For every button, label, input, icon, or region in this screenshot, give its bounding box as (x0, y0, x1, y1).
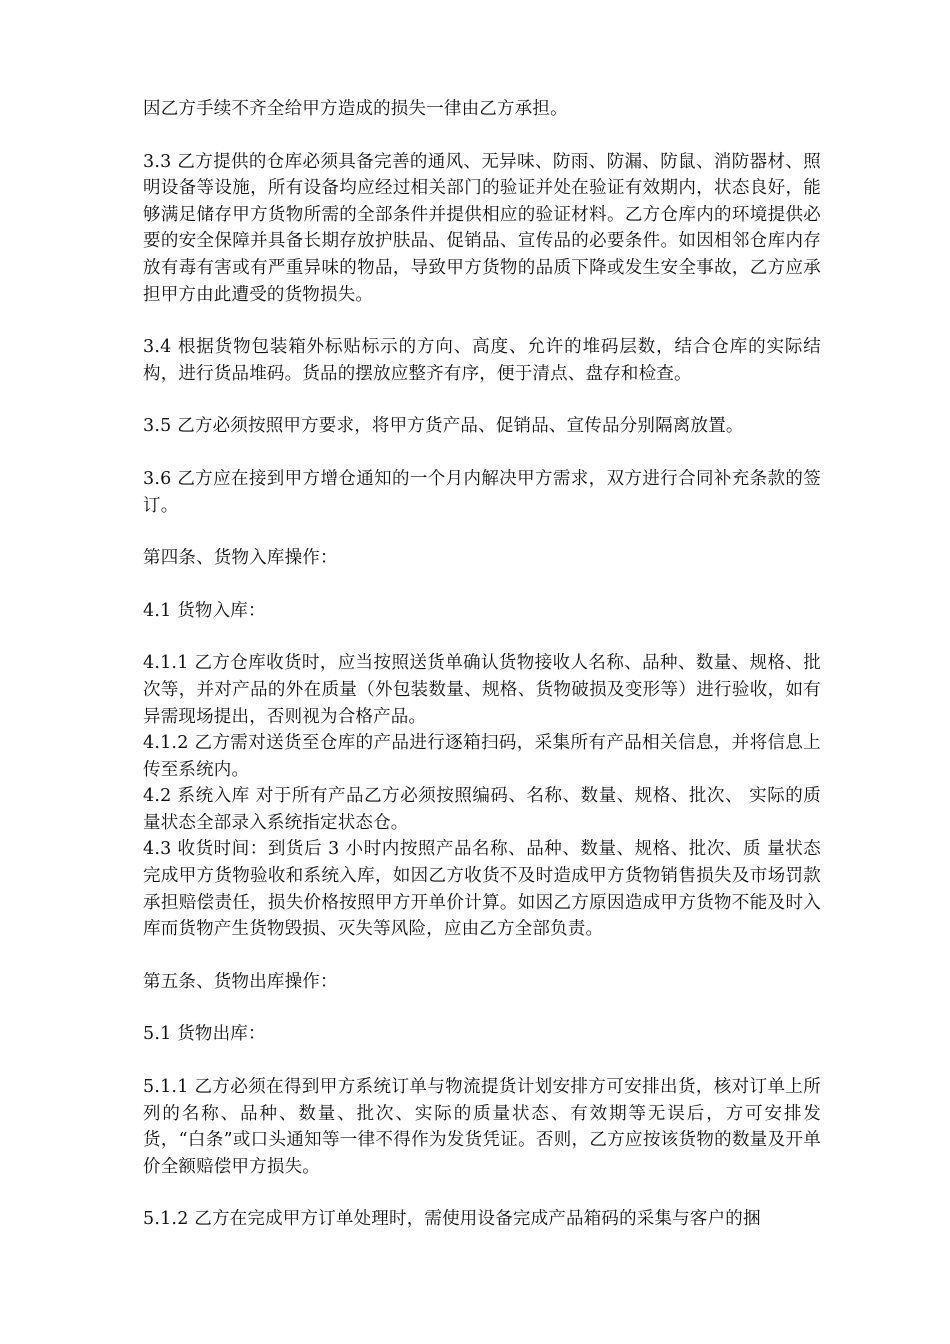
clause-3-3: 3.3 乙方提供的仓库必须具备完善的通风、无异味、防雨、防漏、防鼠、消防器材、照明设备等设施，所有设备均应经过相关部门的验证并处在验证有效期内，状态良好，能够满足储存甲方货物所需的全部条件并提供相应的验证材料。乙方仓库内的环境提供必要的安全保障并具备长期存放护肤品、促销品、宣传品的必要条件。如因相邻仓库内存放有毒有害或有严重异味的物品，导致甲方货物的品质下降或发生安全事故，乙方应承担甲方由此遭受的货物损失。 (143, 151, 821, 305)
clause-4-2: 4.2 系统入库 对于所有产品乙方必须按照编码、名称、数量、规格、批次、 实际的质量状态全部录入系统指定状态仓。 (143, 786, 821, 833)
clause-4-3: 4.3 收货时间：到货后 3 小时内按照产品名称、品种、数量、规格、批次、质 量状态完成甲方货物验收和系统入库，如因乙方收货不及时造成甲方货物销售损失及市场罚款承担赔偿责任，损失价格按照甲方开单价计算。如因乙方原因造成甲方货物不能及时入库而货物产生货物毁损、灭失等风险，应由乙方全部负责。 (143, 839, 821, 940)
clause-5-1-2: 5.1.2 乙方在完成甲方订单处理时，需使用设备完成产品箱码的采集与客户的捆 (143, 1209, 761, 1230)
article-5-heading: 第五条、货物出库操作： (143, 971, 338, 992)
clause-5-1-heading: 5.1 货物出库： (143, 1024, 266, 1045)
clause-3-5: 3.5 乙方必须按照甲方要求，将甲方货产品、促销品、宣传品分别隔离放置。 (143, 416, 744, 437)
document-page (143, 96, 821, 1233)
clause-3-4: 3.4 根据货物包装箱外标贴标示的方向、高度、允许的堆码层数，结合仓库的实际结构，进行货品堆码。货品的摆放应整齐有序，便于清点、盘存和检查。 (143, 337, 821, 384)
clause-4-1-1: 4.1.1 乙方仓库收货时，应当按照送货单确认货物接收人名称、品种、数量、规格、批次等，并对产品的外在质量（外包装数量、规格、货物破损及变形等）进行验收，如有异需现场提出，否则视为合格产品。 (143, 653, 821, 727)
clause-4-1-heading: 4.1 货物入库： (143, 600, 266, 621)
paragraph-carryover: 因乙方手续不齐全给甲方造成的损失一律由乙方承担。 (143, 99, 568, 119)
clause-4-1-2: 4.1.2 乙方需对送货至仓库的产品进行逐箱扫码，采集所有产品相关信息，并将信息上传至系统内。 (143, 733, 821, 780)
clause-3-6: 3.6 乙方应在接到甲方增仓通知的一个月内解决甲方需求，双方进行合同补充条款的签订。 (143, 468, 821, 516)
clause-5-1-1: 5.1.1 乙方必须在得到甲方系统订单与物流提货计划安排方可安排出货，核对订单上所列的名称、品种、数量、批次、实际的质量状态、有效期等无误后，方可安排发货，“白条”或口头通知等一律不得作为发货凭证。否则，乙方应按该货物的数量及开单价全额赔偿甲方损失。 (143, 1077, 821, 1177)
article-4-heading: 第四条、货物入库操作： (143, 548, 338, 569)
